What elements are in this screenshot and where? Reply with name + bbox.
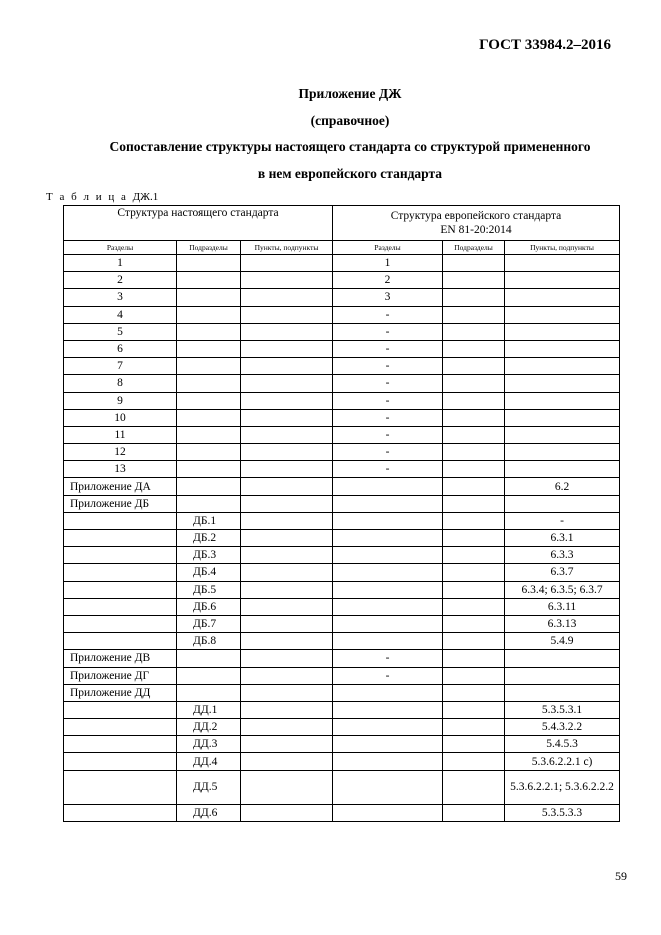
table-row [64, 358, 620, 375]
table-row [64, 581, 620, 598]
table-cell [505, 358, 620, 375]
table-row [64, 650, 620, 667]
table-cell [177, 323, 241, 340]
table-cell [333, 719, 443, 736]
table-cell [241, 719, 333, 736]
table-cell [505, 255, 620, 272]
table-row [64, 598, 620, 615]
table-cell: ДД.5 [177, 770, 241, 804]
table-cell [443, 426, 505, 443]
table-row [64, 409, 620, 426]
table-row [64, 684, 620, 701]
table-cell [241, 289, 333, 306]
table-cell: - [333, 426, 443, 443]
table-cell [241, 564, 333, 581]
table-cell [443, 306, 505, 323]
table-cell [443, 495, 505, 512]
table-cell [333, 684, 443, 701]
table-cell [177, 444, 241, 461]
table-cell [443, 598, 505, 615]
table-cell: - [333, 650, 443, 667]
this-standard-header: Структура настоящего стандарта [64, 206, 333, 241]
table-cell [177, 255, 241, 272]
table-cell [505, 461, 620, 478]
table-row [64, 530, 620, 547]
table-cell [505, 684, 620, 701]
table-cell: ДБ.1 [177, 512, 241, 529]
table-cell: 13 [64, 461, 177, 478]
table-cell [333, 581, 443, 598]
table-cell [333, 547, 443, 564]
table-cell [333, 736, 443, 753]
table-cell [241, 340, 333, 357]
table-cell [241, 306, 333, 323]
table-cell: 2 [333, 272, 443, 289]
appendix-subject-line2: в нем европейского стандарта [257, 166, 443, 181]
table-cell [64, 701, 177, 718]
table-cell [505, 375, 620, 392]
table-cell: Приложение ДБ [64, 495, 177, 512]
table-row [64, 255, 620, 272]
table-cell [505, 667, 620, 684]
table-cell [333, 701, 443, 718]
eu-standard-header [333, 206, 620, 241]
table-cell [177, 684, 241, 701]
table-cell: 5.3.5.3.3 [505, 804, 620, 821]
appendix-status: (справочное) [310, 113, 390, 128]
table-cell: Приложение ДД [64, 684, 177, 701]
table-cell [333, 753, 443, 770]
table-cell [333, 478, 443, 495]
table-cell [241, 409, 333, 426]
table-cell: - [333, 461, 443, 478]
table-cell [177, 358, 241, 375]
table-cell: - [333, 375, 443, 392]
table-row [64, 736, 620, 753]
table-cell: 5.4.5.3 [505, 736, 620, 753]
table-cell [241, 255, 333, 272]
table-cell: - [505, 512, 620, 529]
table-cell: 6 [64, 340, 177, 357]
table-cell [64, 736, 177, 753]
table-cell: 6.3.7 [505, 564, 620, 581]
table-cell [177, 495, 241, 512]
table-row [64, 444, 620, 461]
table-cell: 6.3.11 [505, 598, 620, 615]
table-cell [443, 684, 505, 701]
table-cell [443, 701, 505, 718]
page-number: 59 [615, 869, 627, 883]
table-cell [333, 598, 443, 615]
table-cell [241, 770, 333, 804]
table-cell [333, 615, 443, 632]
table-cell: - [333, 306, 443, 323]
table-cell [241, 701, 333, 718]
table-cell [443, 530, 505, 547]
table-cell: 5.4.3.2.2 [505, 719, 620, 736]
table-cell [64, 633, 177, 650]
table-cell [177, 650, 241, 667]
table-cell [177, 289, 241, 306]
table-cell: 6.3.13 [505, 615, 620, 632]
table-row [64, 633, 620, 650]
column-header: Подразделы [177, 241, 241, 255]
table-cell [443, 289, 505, 306]
table-row [64, 770, 620, 804]
table-row [64, 701, 620, 718]
table-cell [241, 753, 333, 770]
table-cell: 3 [64, 289, 177, 306]
table-cell [505, 289, 620, 306]
table-cell [64, 581, 177, 598]
table-cell [505, 444, 620, 461]
standard-code: ГОСТ 33984.2–2016 [479, 37, 611, 53]
column-header: Пункты, подпункты [241, 241, 333, 255]
table-cell [177, 461, 241, 478]
table-cell [333, 512, 443, 529]
group-header-row [64, 206, 620, 241]
table-cell [505, 306, 620, 323]
table-cell: - [333, 392, 443, 409]
table-cell [333, 495, 443, 512]
table-cell: 9 [64, 392, 177, 409]
table-cell [333, 804, 443, 821]
table-cell [443, 633, 505, 650]
table-cell [241, 272, 333, 289]
table-cell [241, 650, 333, 667]
column-header: Разделы [333, 241, 443, 255]
appendix-subject-line1: Сопоставление структуры настоящего стандарта со структурой примененного [109, 139, 591, 154]
table-cell [177, 272, 241, 289]
table-cell [177, 340, 241, 357]
table-cell [443, 770, 505, 804]
table-cell: 6.3.3 [505, 547, 620, 564]
table-cell: ДД.1 [177, 701, 241, 718]
table-cell [177, 392, 241, 409]
table-cell [64, 753, 177, 770]
table-cell: ДД.4 [177, 753, 241, 770]
table-cell [443, 444, 505, 461]
table-cell [505, 650, 620, 667]
table-cell: 5 [64, 323, 177, 340]
appendix-title: Приложение ДЖ [298, 86, 402, 101]
table-row [64, 392, 620, 409]
table-row [64, 375, 620, 392]
table-cell [241, 736, 333, 753]
table-cell [64, 512, 177, 529]
table-cell [505, 323, 620, 340]
table-cell [443, 375, 505, 392]
table-cell [443, 255, 505, 272]
table-cell [333, 770, 443, 804]
table-cell [443, 753, 505, 770]
table-cell: ДБ.4 [177, 564, 241, 581]
table-cell [443, 581, 505, 598]
table-cell [443, 323, 505, 340]
table-cell [241, 392, 333, 409]
table-cell [177, 426, 241, 443]
table-cell [505, 392, 620, 409]
table-cell [177, 409, 241, 426]
table-cell [64, 615, 177, 632]
table-cell: 2 [64, 272, 177, 289]
table-row [64, 306, 620, 323]
table-cell: - [333, 444, 443, 461]
table-cell [241, 426, 333, 443]
table-cell: 6.3.1 [505, 530, 620, 547]
table-cell [241, 667, 333, 684]
table-cell: 1 [64, 255, 177, 272]
table-row [64, 719, 620, 736]
table-row [64, 340, 620, 357]
table-cell [241, 478, 333, 495]
table-row [64, 323, 620, 340]
table-row [64, 512, 620, 529]
table-cell [241, 633, 333, 650]
table-cell [241, 684, 333, 701]
table-cell [443, 564, 505, 581]
table-cell [64, 564, 177, 581]
table-cell [64, 547, 177, 564]
column-header: Подразделы [443, 241, 505, 255]
table-row [64, 478, 620, 495]
table-cell [505, 495, 620, 512]
table-cell [241, 615, 333, 632]
table-cell: ДД.3 [177, 736, 241, 753]
table-cell [443, 736, 505, 753]
table-cell: - [333, 340, 443, 357]
table-row [64, 272, 620, 289]
table-cell [443, 615, 505, 632]
table-cell [64, 770, 177, 804]
table-cell [177, 478, 241, 495]
table-cell [64, 804, 177, 821]
table-cell [241, 547, 333, 564]
table-cell [64, 598, 177, 615]
table-cell [443, 392, 505, 409]
table-cell [241, 323, 333, 340]
table-cell [443, 512, 505, 529]
eu-standard-header-line2: EN 81-20:2014 [440, 224, 512, 236]
table-cell: 11 [64, 426, 177, 443]
table-row [64, 667, 620, 684]
table-cell [443, 667, 505, 684]
table-cell [241, 375, 333, 392]
table-cell: Приложение ДВ [64, 650, 177, 667]
table-cell: 12 [64, 444, 177, 461]
table-cell: - [333, 358, 443, 375]
table-cell: 10 [64, 409, 177, 426]
table-cell [177, 306, 241, 323]
column-header: Пункты, подпункты [505, 241, 620, 255]
table-cell [241, 530, 333, 547]
table-cell: - [333, 323, 443, 340]
table-cell [241, 495, 333, 512]
table-cell: ДБ.2 [177, 530, 241, 547]
table-cell [443, 650, 505, 667]
table-cell: 5.4.9 [505, 633, 620, 650]
table-cell: 6.3.4; 6.3.5; 6.3.7 [505, 581, 620, 598]
column-header: Разделы [64, 241, 177, 255]
table-cell: ДБ.3 [177, 547, 241, 564]
table-cell [505, 272, 620, 289]
table-row [64, 461, 620, 478]
table-cell: Приложение ДГ [64, 667, 177, 684]
table-caption-number: ДЖ.1 [132, 191, 159, 203]
table-cell [241, 461, 333, 478]
table-cell [505, 426, 620, 443]
table-cell: Приложение ДА [64, 478, 177, 495]
table-row [64, 564, 620, 581]
table-row [64, 495, 620, 512]
table-cell [241, 804, 333, 821]
table-cell: ДБ.5 [177, 581, 241, 598]
table-cell [443, 478, 505, 495]
eu-standard-header-line1: Структура европейского стандарта [390, 210, 562, 222]
table-cell: - [333, 409, 443, 426]
table-cell [241, 358, 333, 375]
table-cell: 4 [64, 306, 177, 323]
table-cell: 5.3.6.2.2.1 c) [505, 753, 620, 770]
table-cell [443, 358, 505, 375]
table-cell: 7 [64, 358, 177, 375]
table-row [64, 804, 620, 821]
table-cell: ДД.6 [177, 804, 241, 821]
table-cell [64, 719, 177, 736]
table-row [64, 426, 620, 443]
table-cell [443, 804, 505, 821]
table-cell [241, 512, 333, 529]
table-row [64, 753, 620, 770]
table-cell [443, 272, 505, 289]
table-cell: 5.3.5.3.1 [505, 701, 620, 718]
table-cell [177, 667, 241, 684]
table-cell: ДД.2 [177, 719, 241, 736]
table-row [64, 289, 620, 306]
table-caption-prefix: Т а б л и ц а [46, 191, 128, 203]
table-cell [333, 564, 443, 581]
table-cell: 1 [333, 255, 443, 272]
table-cell: ДБ.8 [177, 633, 241, 650]
table-cell [177, 375, 241, 392]
table-cell: 3 [333, 289, 443, 306]
table-cell [333, 530, 443, 547]
table-cell [443, 340, 505, 357]
table-caption [46, 191, 158, 203]
table-cell [64, 530, 177, 547]
table-cell: - [333, 667, 443, 684]
table-cell [443, 409, 505, 426]
column-header-row [64, 241, 620, 255]
table-cell [443, 547, 505, 564]
table-cell [443, 461, 505, 478]
table-cell: ДБ.6 [177, 598, 241, 615]
table-cell [443, 719, 505, 736]
table-cell: 5.3.6.2.2.1; 5.3.6.2.2.2 [505, 770, 620, 804]
table-cell [505, 409, 620, 426]
table-cell: ДБ.7 [177, 615, 241, 632]
comparison-table [63, 205, 620, 822]
table-cell [333, 633, 443, 650]
table-row [64, 615, 620, 632]
table-cell [241, 598, 333, 615]
table-cell [241, 444, 333, 461]
table-cell: 6.2 [505, 478, 620, 495]
table-row [64, 547, 620, 564]
table-cell [505, 340, 620, 357]
table-cell [241, 581, 333, 598]
table-cell: 8 [64, 375, 177, 392]
